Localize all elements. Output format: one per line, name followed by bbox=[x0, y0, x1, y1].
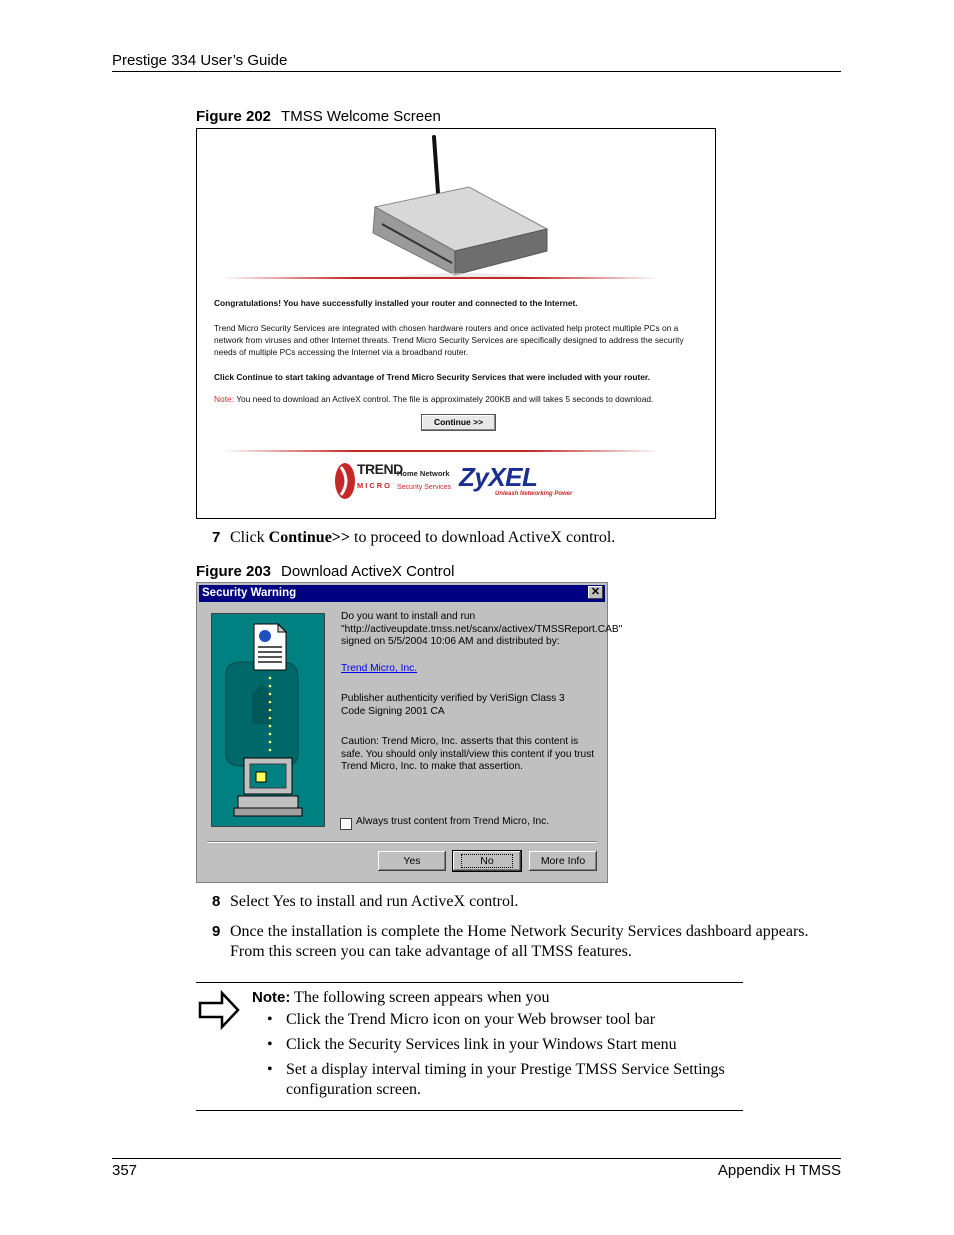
page-header-title: Prestige 334 User’s Guide bbox=[112, 52, 288, 69]
step-9 bbox=[212, 922, 812, 962]
step-8 bbox=[212, 892, 518, 912]
note-item: • Set a display interval timing in your Prestige TMSS Service Settings configuration screen. bbox=[252, 1060, 732, 1100]
step-7-suffix: to proceed to download ActiveX control. bbox=[350, 529, 616, 546]
note-item: • Click the Trend Micro icon on your Web browser tool bar bbox=[252, 1010, 732, 1030]
note-list bbox=[252, 1010, 732, 1100]
authenticity-text: Publisher authenticity verified by VeriSign Class 3 Code Signing 2001 CA bbox=[341, 693, 565, 717]
certificate-computer-icon bbox=[212, 614, 324, 826]
figure-202-caption bbox=[196, 108, 441, 125]
note-item: • Click the Security Services link in your Windows Start menu bbox=[252, 1035, 732, 1055]
always-trust-label: Always trust content from Trend Micro, Inc. bbox=[356, 816, 550, 827]
router-image bbox=[197, 129, 715, 279]
figure-203-title: Download ActiveX Control bbox=[281, 563, 455, 580]
tmss-description: Trend Micro Security Services are integrated with chosen hardware routers and once activated help protect multiple PCs on a network from viruses and other Internet threats. Trend Micro Security Services are specifically designed to address the security needs of multiple PCs accessing the Internet via a broadband router. bbox=[214, 323, 684, 357]
step-7-prefix: Click bbox=[230, 529, 269, 546]
always-trust-checkbox[interactable] bbox=[340, 818, 352, 830]
zyxel-logo-text: ZyXEL bbox=[459, 462, 538, 492]
caution-text: Caution: Trend Micro, Inc. asserts that this content is safe. You should only install/view this content if you trust Trend Micro, Inc. to make that assertion. bbox=[341, 736, 595, 772]
trend-micro-logo bbox=[333, 459, 453, 503]
step-7-number: 7 bbox=[212, 529, 221, 546]
activex-note-text: You need to download an ActiveX control. The file is approximately 200KB and will takes 5 seconds to download. bbox=[234, 394, 654, 404]
step-9-number: 9 bbox=[212, 923, 221, 940]
trend-home-network: Home Network bbox=[397, 469, 450, 478]
install-question: Do you want to install and run "http://activeupdate.tmss.net/scanx/activex/TMSSReport.CAB" signed on 5/5/2004 10:06 AM and distributed by: bbox=[341, 611, 623, 647]
footer-rule bbox=[112, 1158, 841, 1159]
continue-instruction: Click Continue to start taking advantage of Trend Micro Security Services that were included with your router. bbox=[214, 372, 651, 382]
continue-button[interactable]: Continue >> bbox=[421, 414, 496, 431]
note-arrow-icon bbox=[198, 990, 242, 1032]
note-label: Note: bbox=[252, 989, 291, 1006]
no-button-label: No bbox=[462, 855, 511, 867]
step-7-bold: Continue>> bbox=[268, 529, 351, 546]
close-icon[interactable]: ✕ bbox=[588, 586, 603, 599]
note-content bbox=[252, 985, 732, 1105]
dialog-titlebar bbox=[199, 585, 605, 602]
note-intro: The following screen appears when you bbox=[290, 989, 550, 1006]
figure-203-label: Figure 203 bbox=[196, 563, 272, 580]
security-warning-dialog bbox=[196, 582, 623, 883]
figure-202-title: TMSS Welcome Screen bbox=[281, 108, 441, 125]
trend-micro-swirl-icon bbox=[333, 461, 357, 501]
top-divider bbox=[221, 277, 661, 279]
trend-logo-main: TREND bbox=[357, 461, 403, 477]
trend-logo-sub: MICRO bbox=[357, 481, 392, 490]
note-bottom-rule bbox=[196, 1110, 743, 1111]
step-7 bbox=[212, 528, 615, 548]
bottom-divider bbox=[221, 450, 661, 452]
activex-note bbox=[214, 393, 698, 405]
note-top-rule bbox=[196, 982, 743, 983]
publisher-link[interactable]: Trend Micro, Inc. bbox=[341, 663, 418, 674]
trend-security-services: Security Services bbox=[397, 484, 452, 491]
step-9-text: Once the installation is complete the Home Network Security Services dashboard appears. From this screen you can take advantage of all TMSS features. bbox=[230, 923, 809, 960]
yes-button[interactable]: Yes bbox=[378, 851, 446, 871]
more-info-button[interactable]: More Info bbox=[529, 851, 597, 871]
congrats-text: Congratulations! You have successfully installed your router and connected to the Internet. bbox=[214, 298, 578, 308]
page-number: 357 bbox=[112, 1162, 138, 1179]
certificate-illustration bbox=[211, 613, 325, 827]
zyxel-tagline: Unleash Networking Power bbox=[495, 491, 573, 497]
activex-note-label: Note: bbox=[214, 394, 235, 404]
step-8-text: Select Yes to install and run ActiveX control. bbox=[230, 893, 519, 910]
tmss-welcome-screen bbox=[196, 128, 716, 519]
no-button[interactable] bbox=[453, 851, 521, 871]
figure-202-label: Figure 202 bbox=[196, 108, 272, 125]
step-8-number: 8 bbox=[212, 893, 221, 910]
note-intro-line bbox=[252, 985, 732, 1010]
figure-203-caption bbox=[196, 563, 454, 580]
footer-section: Appendix H TMSS bbox=[717, 1162, 841, 1179]
dialog-separator bbox=[207, 841, 597, 843]
header-rule bbox=[112, 71, 841, 72]
zyxel-logo bbox=[459, 462, 599, 502]
dialog-title: Security Warning bbox=[202, 587, 297, 599]
